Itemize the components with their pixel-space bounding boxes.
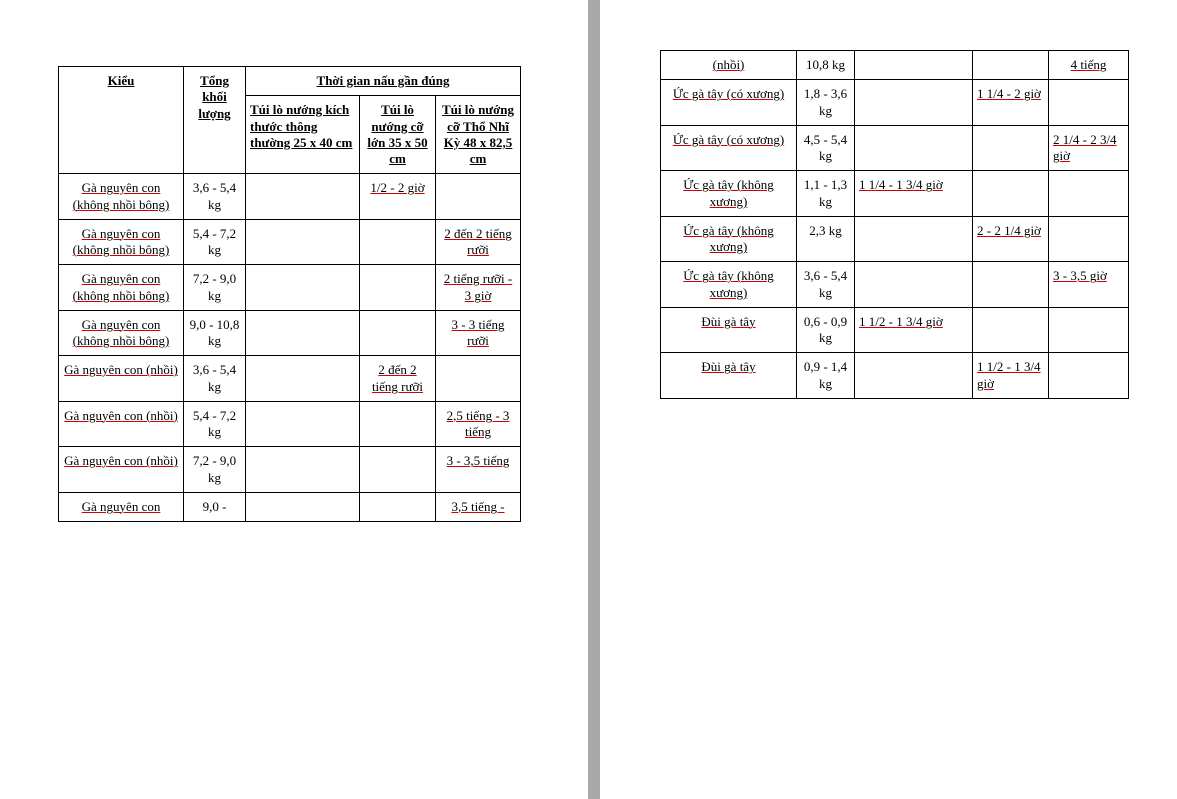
cell-bag-regular: 1 1/2 - 1 3/4 giờ (855, 307, 973, 353)
table-row (661, 80, 1129, 126)
cell-bag-regular (855, 353, 973, 399)
cell-type: Ức gà tây (không xương) (661, 171, 797, 217)
cell-bag-large (360, 447, 436, 493)
table-row (661, 51, 1129, 80)
cell-bag-regular (855, 80, 973, 126)
cell-bag-turkey: 2 1/4 - 2 3/4 giờ (1049, 125, 1129, 171)
cell-type: Gà nguyên con (59, 492, 184, 521)
header-cell-type: Kiểu (59, 67, 184, 174)
cell-weight: 1,1 - 1,3 kg (797, 171, 855, 217)
cell-bag-regular (855, 216, 973, 262)
table-header-row-1 (59, 67, 521, 96)
cell-type: (nhồi) (661, 51, 797, 80)
cell-type: Ức gà tây (có xương) (661, 80, 797, 126)
table-row (661, 353, 1129, 399)
cell-bag-turkey: 3 - 3,5 tiếng (436, 447, 521, 493)
table-row (661, 307, 1129, 353)
cell-type: Gà nguyên con (nhồi) (59, 356, 184, 402)
cell-bag-regular (855, 262, 973, 308)
cell-bag-large (360, 492, 436, 521)
header-cell-weight: Tổng khối lượng (184, 67, 246, 174)
cell-bag-large (973, 262, 1049, 308)
table-row (59, 401, 521, 447)
cell-type: Gà nguyên con (nhồi) (59, 401, 184, 447)
cell-type: Ức gà tây (có xương) (661, 125, 797, 171)
table-row (59, 174, 521, 220)
cell-bag-regular: 1 1/4 - 1 3/4 giờ (855, 171, 973, 217)
cell-weight: 3,6 - 5,4 kg (184, 356, 246, 402)
cell-type: Gà nguyên con (nhồi) (59, 447, 184, 493)
cooking-time-table-right (660, 50, 1129, 399)
table-row (59, 219, 521, 265)
cell-bag-turkey (1049, 80, 1129, 126)
cooking-time-table-right-wrapper (660, 50, 1128, 399)
cell-weight: 5,4 - 7,2 kg (184, 219, 246, 265)
cell-type: Gà nguyên con (không nhồi bông) (59, 219, 184, 265)
cell-bag-turkey (436, 174, 521, 220)
table-row (59, 310, 521, 356)
document-page-left (0, 0, 588, 799)
cell-bag-large (973, 51, 1049, 80)
cell-bag-large (360, 401, 436, 447)
cell-bag-large (360, 265, 436, 311)
cell-bag-turkey: 4 tiếng (1049, 51, 1129, 80)
table-row (59, 447, 521, 493)
cell-weight: 2,3 kg (797, 216, 855, 262)
cell-bag-regular (246, 492, 360, 521)
cell-type: Gà nguyên con (không nhồi bông) (59, 174, 184, 220)
cell-bag-large: 1/2 - 2 giờ (360, 174, 436, 220)
cell-bag-regular (246, 447, 360, 493)
cell-bag-turkey (1049, 353, 1129, 399)
cell-bag-large (973, 307, 1049, 353)
cell-bag-turkey: 2 tiếng rưỡi - 3 giờ (436, 265, 521, 311)
document-page-right (600, 0, 1177, 799)
table-row (59, 265, 521, 311)
table-row (59, 492, 521, 521)
cell-weight: 9,0 - (184, 492, 246, 521)
cell-weight: 5,4 - 7,2 kg (184, 401, 246, 447)
cell-type: Ức gà tây (không xương) (661, 262, 797, 308)
table-row (661, 171, 1129, 217)
cell-bag-turkey (436, 356, 521, 402)
cell-bag-turkey: 3 - 3 tiếng rưỡi (436, 310, 521, 356)
cell-bag-turkey: 3,5 tiếng - (436, 492, 521, 521)
cell-weight: 4,5 - 5,4 kg (797, 125, 855, 171)
cell-weight: 0,9 - 1,4 kg (797, 353, 855, 399)
cell-type: Đùi gà tây (661, 353, 797, 399)
cell-bag-regular (855, 125, 973, 171)
cell-weight: 7,2 - 9,0 kg (184, 265, 246, 311)
cell-bag-large (360, 310, 436, 356)
table-row (59, 356, 521, 402)
cell-weight: 3,6 - 5,4 kg (797, 262, 855, 308)
cell-bag-regular (246, 174, 360, 220)
cell-type: Ức gà tây (không xương) (661, 216, 797, 262)
cell-weight: 7,2 - 9,0 kg (184, 447, 246, 493)
cell-bag-large: 1 1/4 - 2 giờ (973, 80, 1049, 126)
table-row (661, 262, 1129, 308)
cell-bag-regular (246, 356, 360, 402)
cell-bag-large: 1 1/2 - 1 3/4 giờ (973, 353, 1049, 399)
cell-bag-regular (246, 219, 360, 265)
cell-bag-turkey: 2 đến 2 tiếng rưỡi (436, 219, 521, 265)
cell-weight: 0,6 - 0,9 kg (797, 307, 855, 353)
cell-type: Đùi gà tây (661, 307, 797, 353)
cooking-time-table-left-wrapper (58, 66, 520, 522)
cell-bag-large: 2 - 2 1/4 giờ (973, 216, 1049, 262)
header-cell-bag-turkey: Túi lò nướng cỡ Thổ Nhĩ Kỳ 48 x 82,5 cm (436, 96, 521, 174)
page-divider (588, 0, 600, 799)
cell-bag-regular (855, 51, 973, 80)
cooking-time-table-left (58, 66, 521, 522)
cell-type: Gà nguyên con (không nhồi bông) (59, 265, 184, 311)
cell-bag-turkey (1049, 216, 1129, 262)
table-row (661, 125, 1129, 171)
cell-bag-turkey: 3 - 3,5 giờ (1049, 262, 1129, 308)
cell-weight: 9,0 - 10,8 kg (184, 310, 246, 356)
cell-bag-regular (246, 310, 360, 356)
cell-bag-large: 2 đến 2 tiếng rưỡi (360, 356, 436, 402)
cell-bag-turkey: 2,5 tiếng - 3 tiếng (436, 401, 521, 447)
cell-bag-large (360, 219, 436, 265)
cell-bag-turkey (1049, 171, 1129, 217)
table-row (661, 216, 1129, 262)
cell-bag-large (973, 171, 1049, 217)
header-cell-bag-regular: Túi lò nướng kích thước thông thường 25 x 40 cm (246, 96, 360, 174)
header-cell-cooking-time-group: Thời gian nấu gần đúng (246, 67, 521, 96)
cell-bag-large (973, 125, 1049, 171)
cell-type: Gà nguyên con (không nhồi bông) (59, 310, 184, 356)
header-cell-bag-large: Túi lò nướng cỡ lớn 35 x 50 cm (360, 96, 436, 174)
cell-weight: 10,8 kg (797, 51, 855, 80)
cell-bag-regular (246, 265, 360, 311)
cell-weight: 1,8 - 3,6 kg (797, 80, 855, 126)
cell-bag-regular (246, 401, 360, 447)
cell-bag-turkey (1049, 307, 1129, 353)
cell-weight: 3,6 - 5,4 kg (184, 174, 246, 220)
